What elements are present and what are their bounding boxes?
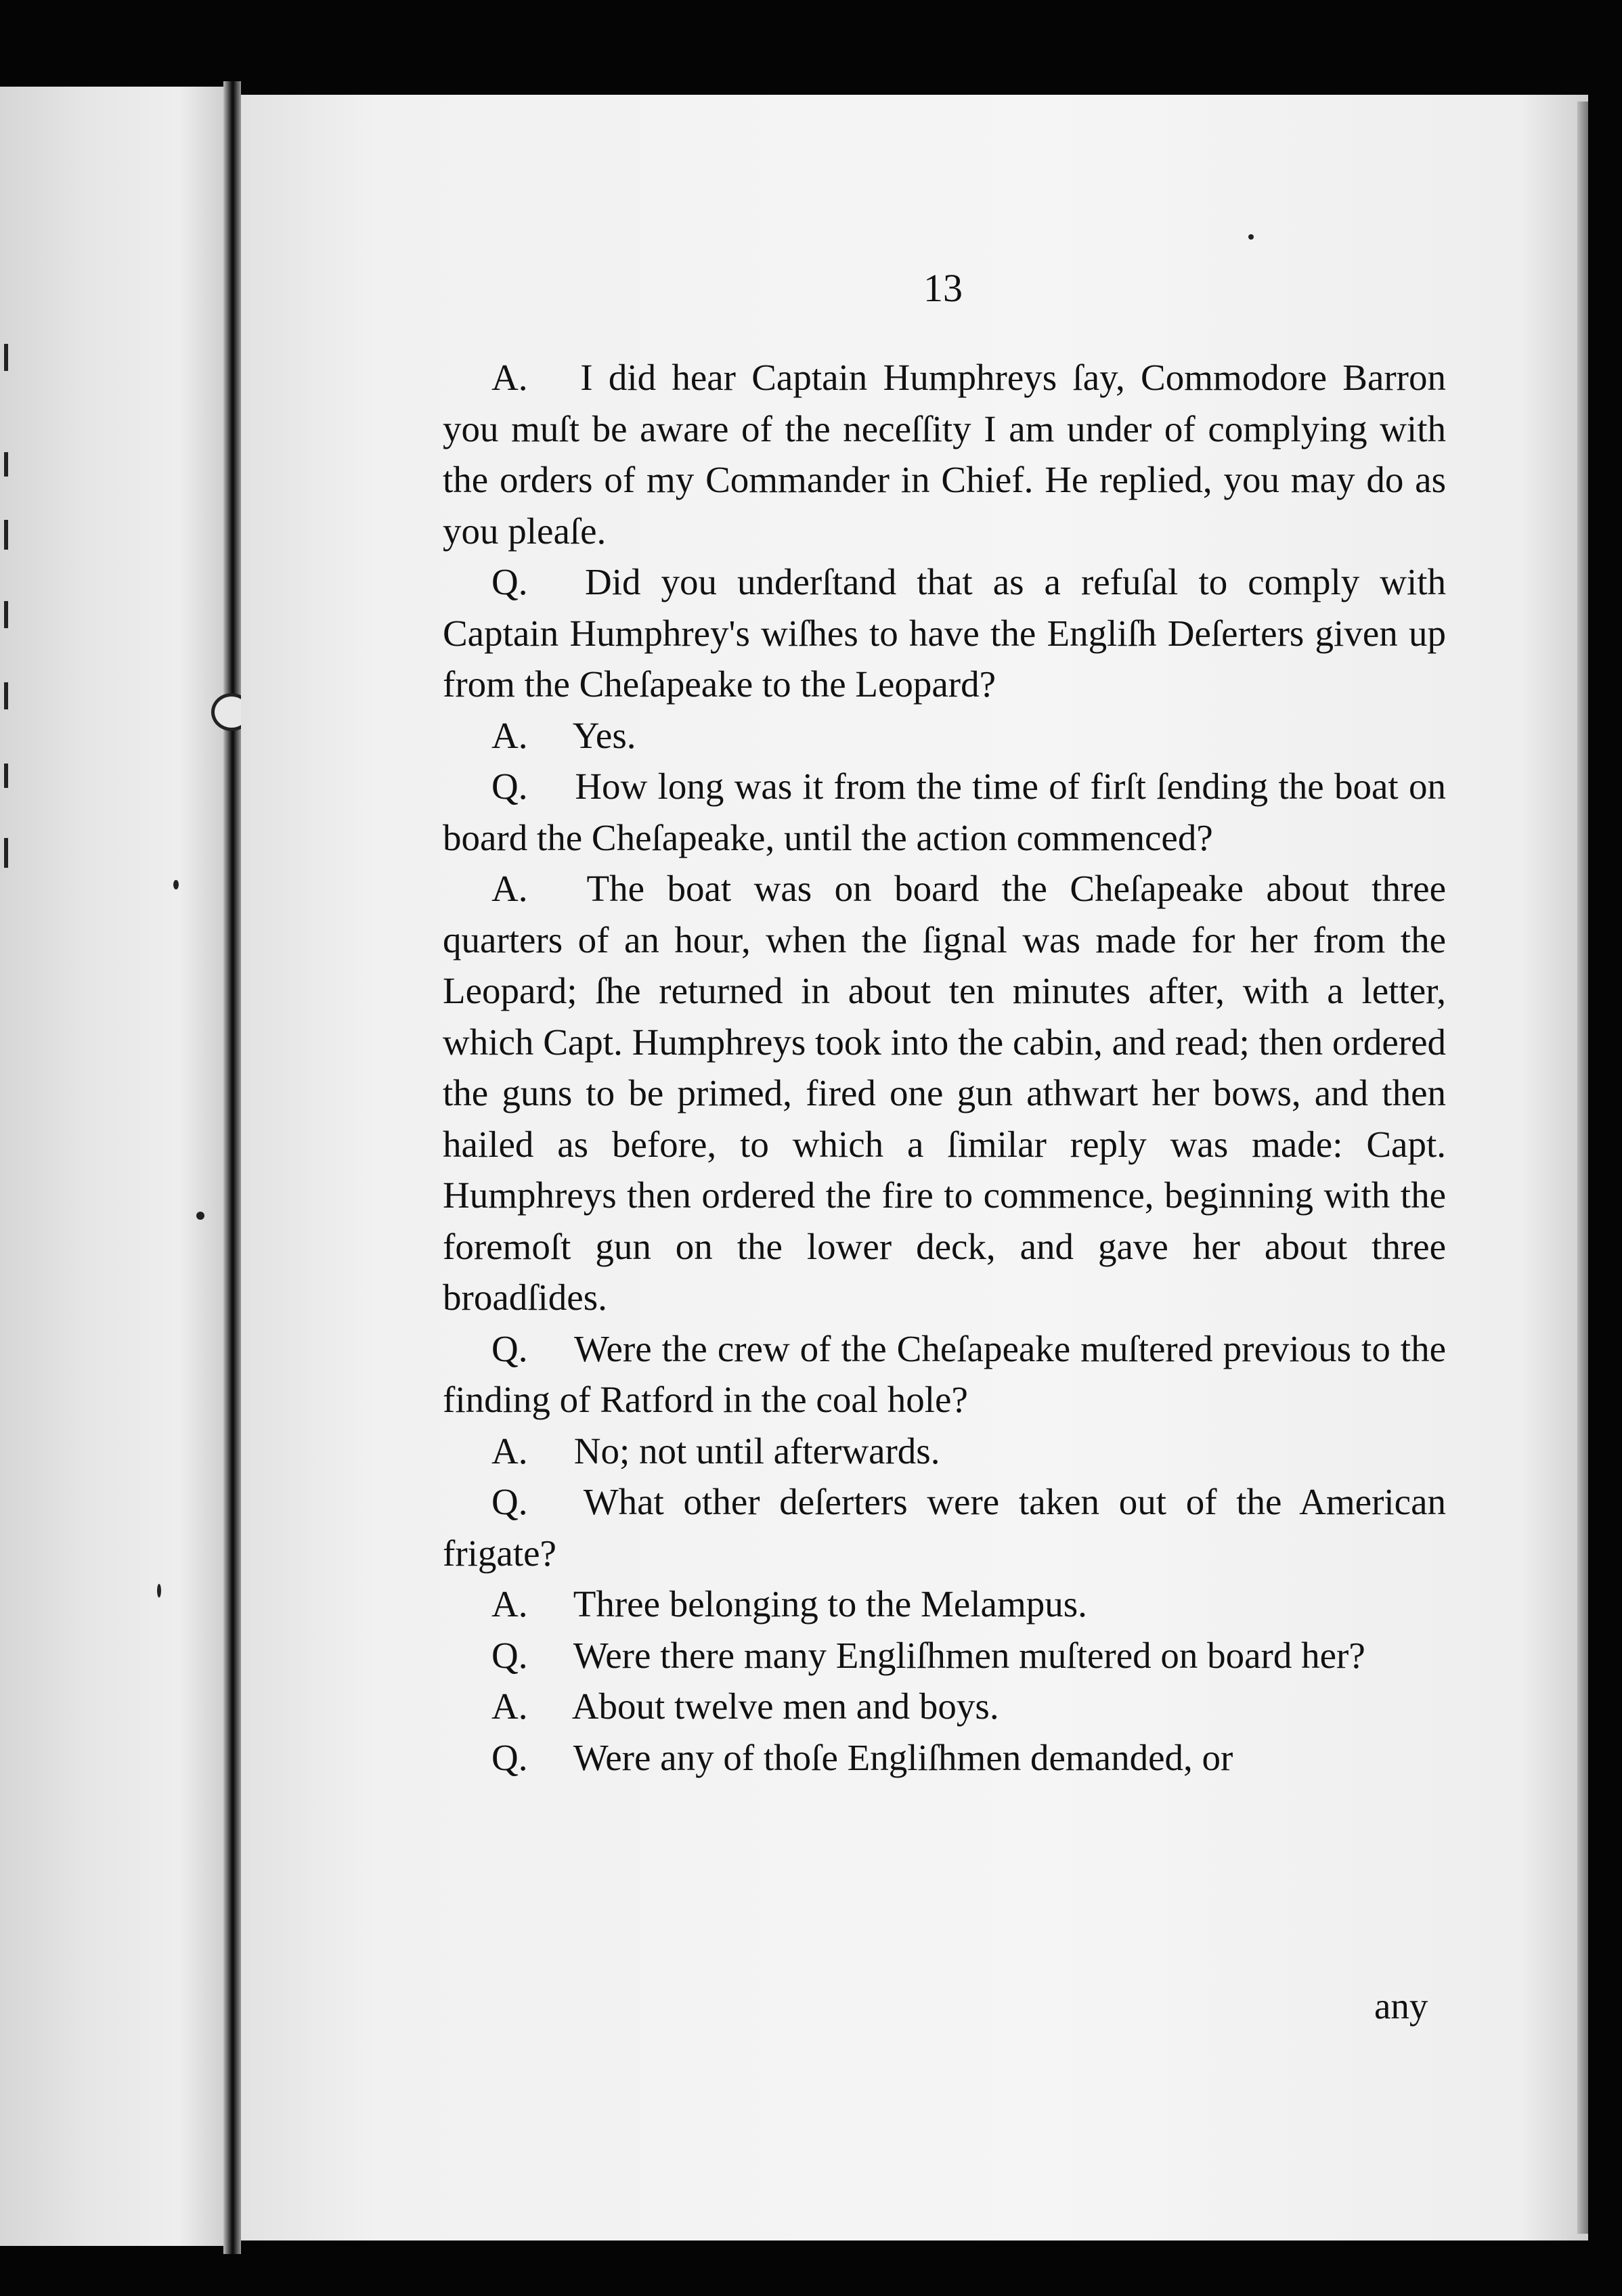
speaker-label: Q. <box>491 1481 528 1522</box>
left-edge-mark <box>4 520 8 550</box>
ink-speck <box>173 880 179 889</box>
ink-speck <box>196 1212 204 1220</box>
testimony-paragraph <box>443 710 1446 761</box>
left-edge-mark <box>4 452 8 477</box>
testimony-paragraph <box>443 352 1446 556</box>
paragraph-text: How long was it from the time of firſt ſending the boat on board the Cheſapeake, until the action commenced? <box>443 766 1446 858</box>
testimony-paragraph <box>443 556 1446 710</box>
left-edge-mark <box>4 601 8 628</box>
speaker-label: Q. <box>491 766 528 807</box>
testimony-paragraph <box>443 761 1446 863</box>
paragraph-text: I did hear Captain Humphreys ſay, Commodore Barron you muſt be aware of the neceſſity I am under of complying with the orders of my Commander in Chief. He replied, you may do as you pleaſe. <box>443 357 1446 552</box>
speaker-label: Q. <box>491 1327 528 1369</box>
paragraph-text: No; not until afterwards. <box>573 1430 940 1472</box>
testimony-paragraph <box>443 1732 1446 1784</box>
left-edge-mark <box>4 344 8 371</box>
paragraph-text: Were the crew of the Cheſapeake muſtered previous to the finding of Ratford in the coal hole? <box>443 1327 1446 1420</box>
left-edge-mark <box>4 682 8 709</box>
catchword: any <box>1374 1985 1428 2027</box>
testimony-paragraph <box>443 1681 1446 1732</box>
testimony-paragraph <box>443 1630 1446 1681</box>
testimony-paragraph <box>443 1578 1446 1630</box>
ink-speck <box>1248 234 1254 240</box>
paragraph-text: Were there many Engliſhmen muſtered on board her? <box>573 1634 1365 1676</box>
testimony-paragraph <box>443 1426 1446 1477</box>
speaker-label: A. <box>491 1583 528 1625</box>
paragraph-text: Three belonging to the Melampus. <box>573 1583 1087 1625</box>
page-edge <box>1577 102 1588 2234</box>
ink-speck <box>157 1584 161 1597</box>
speaker-label: Q. <box>491 1736 528 1778</box>
speaker-label: A. <box>491 868 528 909</box>
testimony-text <box>443 352 1446 1783</box>
paragraph-text: Were any of thoſe Engliſhmen demanded, or <box>573 1736 1233 1778</box>
paragraph-text: About twelve men and boys. <box>571 1685 999 1727</box>
testimony-paragraph <box>443 1323 1446 1426</box>
page-number: 13 <box>923 266 963 310</box>
paragraph-text: What other deſerters were taken out of the American frigate? <box>443 1481 1446 1574</box>
left-page-margin <box>0 87 223 2246</box>
speaker-label: A. <box>491 1685 528 1727</box>
testimony-paragraph <box>443 863 1446 1323</box>
paragraph-text: Did you underſtand that as a refuſal to comply with Captain Humphrey's wiſhes to have the Engliſh Deſerters given up from the Cheſapeake to the Leopard? <box>443 561 1447 705</box>
speaker-label: A. <box>491 714 528 756</box>
paragraph-text: Yes. <box>572 714 636 756</box>
speaker-label: Q. <box>491 561 528 602</box>
speaker-label: A. <box>491 357 528 398</box>
binding-gutter <box>223 81 241 2254</box>
left-edge-mark <box>4 838 8 868</box>
speaker-label: Q. <box>491 1634 528 1676</box>
left-edge-mark <box>4 764 8 788</box>
speaker-label: A. <box>491 1430 528 1472</box>
paragraph-text: The boat was on board the Cheſapeake about three quarters of an hour, when the ſignal was made for her from the Leopard; ſhe returned in about ten minutes after, with a letter, which Capt. Humphreys took into the cabin, and read; then ordered the guns to be primed, fired one gun athwart her bows, and then hailed as before, to which a ſimilar reply was made: Capt. Humphreys then ordered the fire to commence, beginning with the foremoſt gun on the lower deck, and gave her about three broadſides. <box>443 868 1446 1318</box>
testimony-paragraph <box>443 1476 1446 1578</box>
